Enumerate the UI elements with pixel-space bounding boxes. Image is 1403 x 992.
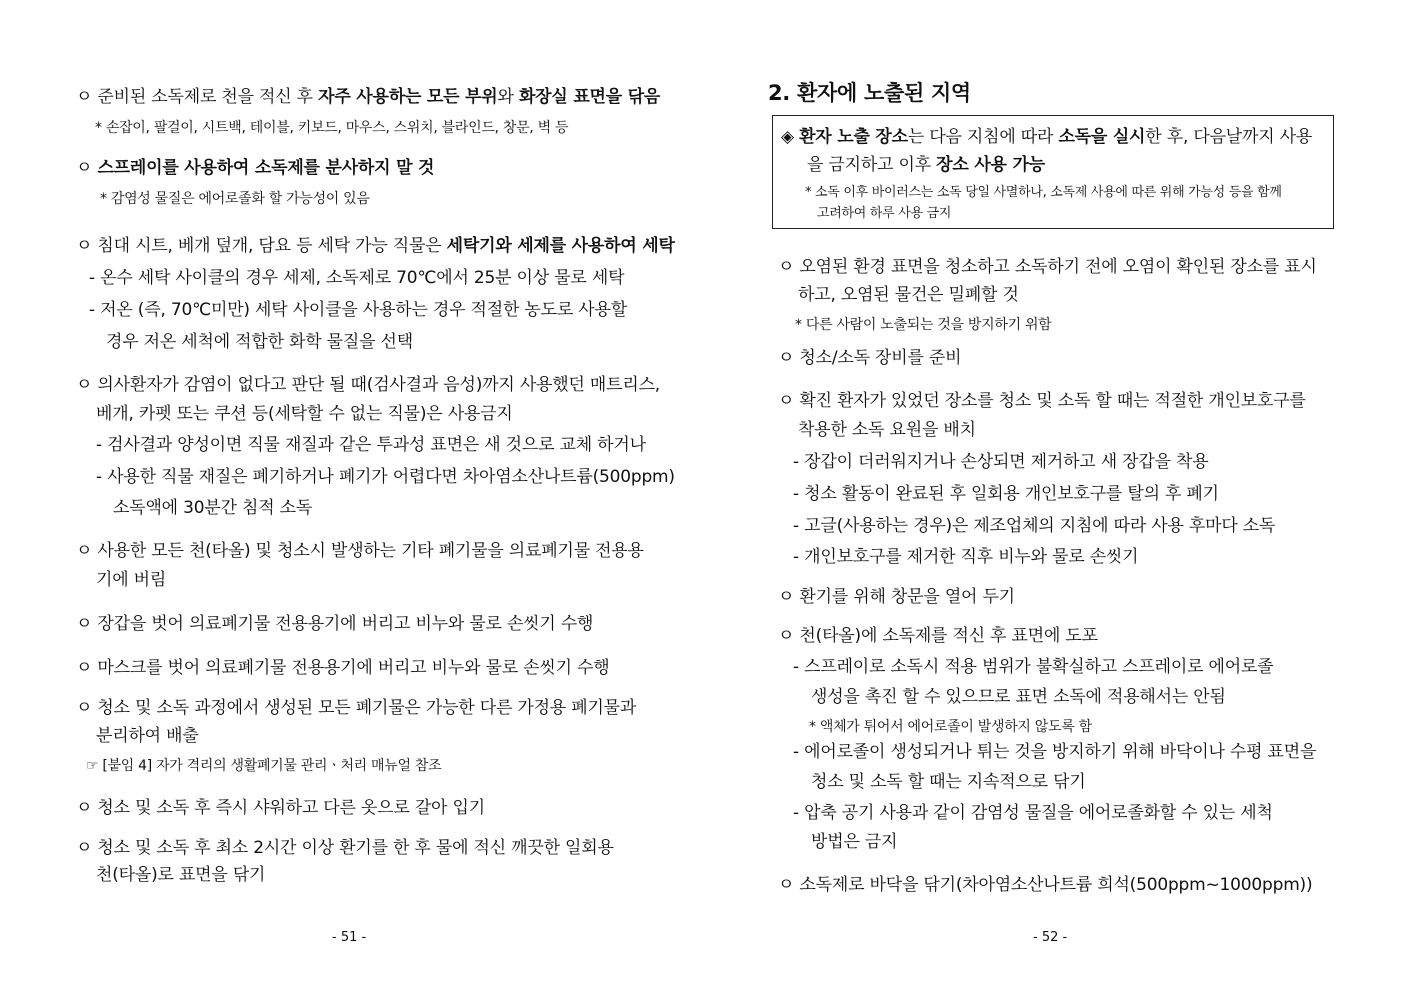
r-note-prevent-exposure: * 다른 사람이 노출되는 것을 방지하기 위함 [795, 317, 1052, 333]
r-bullet-ppe: ㅇ 확진 환자가 있었던 장소를 청소 및 소독 할 때는 적절한 개인보호구를 [778, 391, 1306, 411]
notice-box [772, 115, 1334, 229]
sub-discard-or-soak-cont: 소독액에 30분간 침적 소독 [113, 498, 313, 518]
r-note-no-splash: * 액체가 튀어서 에어로졸이 발생하지 않도록 함 [809, 719, 1092, 735]
sub-cold-wash: - 저온 (즉, 70℃미만) 세탁 사이클을 사용하는 경우 적절한 농도로 사용할 [89, 300, 627, 320]
sub-hot-wash: - 온수 세탁 사이클의 경우 세제, 소독제로 70℃에서 25분 이상 물로 세탁 [89, 268, 625, 288]
bullet-ventilate-wipe: ㅇ 청소 및 소독 후 최소 2시간 이상 환기를 한 후 물에 적신 깨끗한 일회용 [76, 838, 614, 858]
r-bullet-equipment: ㅇ 청소/소독 장비를 준비 [778, 348, 962, 368]
bullet-disinfect-surfaces: ㅇ 준비된 소독제로 천을 적신 후 자주 사용하는 모든 부위와 화장실 표면을 닦음 [76, 87, 661, 107]
r-sub-continuous-wipe-cont: 청소 및 소독 할 때는 지속적으로 닦기 [811, 772, 1086, 792]
r-sub-handwash: - 개인보호구를 제거한 직후 비누와 물로 손씻기 [793, 547, 1139, 567]
page-number-left: - 51 - [332, 930, 367, 945]
r-sub-goggles: - 고글(사용하는 경우)은 제조업체의 지침에 따라 사용 후마다 소독 [793, 516, 1276, 536]
r-sub-spray-warning-cont: 생성을 촉진 할 수 있으므로 표면 소독에 적용해서는 안됨 [811, 687, 1226, 707]
r-bullet-mark-area-cont: 하고, 오염된 물건은 밀폐할 것 [798, 285, 1019, 305]
notice-note-1: * 소독 이후 바이러스는 소독 당일 사멸하나, 소독제 사용에 따른 위해 가능성 등을 함께 [805, 185, 1282, 200]
notice-line-2: 을 금지하고 이후 장소 사용 가능 [807, 155, 1045, 175]
r-sub-gloves: - 장갑이 더러워지거나 손상되면 제거하고 새 장갑을 착용 [793, 452, 1209, 472]
bullet-waste-separate-cont: 분리하여 배출 [96, 726, 199, 746]
bullet-laundry: ㅇ 침대 시트, 베개 덮개, 담요 등 세탁 가능 직물은 세탁기와 세제를 사용하여 세탁 [76, 236, 675, 256]
bullet-gloves: ㅇ 장갑을 벗어 의료폐기물 전용용기에 버리고 비누와 물로 손씻기 수행 [76, 614, 594, 634]
r-sub-dispose-ppe: - 청소 활동이 완료된 후 일회용 개인보호구를 탈의 후 폐기 [793, 484, 1219, 504]
r-sub-spray-warning: - 스프레이로 소독시 적용 범위가 불확실하고 스프레이로 에어로졸 [793, 657, 1274, 677]
notice-line-1: ◈ 환자 노출 장소는 다음 지침에 따라 소독을 실시한 후, 다음날까지 사용 [781, 127, 1313, 147]
bullet-mask: ㅇ 마스크를 벗어 의료폐기물 전용용기에 버리고 비누와 물로 손씻기 수행 [76, 658, 610, 678]
bullet-waste-separate: ㅇ 청소 및 소독 과정에서 생성된 모든 폐기물은 가능한 다른 가정용 폐기물과 [76, 698, 637, 718]
sub-discard-or-soak: - 사용한 직물 재질은 폐기하거나 폐기가 어렵다면 차아염소산나트륨(500ppm) [96, 467, 675, 487]
section-title: 2. 환자에 노출된 지역 [768, 81, 971, 105]
r-bullet-floor: ㅇ 소독제로 바닥을 닦기(차아염소산나트륨 희석(500ppm~1000ppm)) [778, 875, 1313, 895]
page-number-right: - 52 - [1033, 930, 1068, 945]
bullet-towel-waste: ㅇ 사용한 모든 천(타올) 및 청소시 발생하는 기타 폐기물을 의료폐기물 전용용 [76, 541, 644, 561]
r-bullet-apply-towel: ㅇ 천(타올)에 소독제를 적신 후 표면에 도포 [778, 626, 1098, 646]
bullet-no-spray: ㅇ 스프레이를 사용하여 소독제를 분사하지 말 것 [76, 158, 435, 178]
bullet-ventilate-wipe-cont: 천(타올)로 표면을 닦기 [96, 865, 266, 885]
bullet-shower: ㅇ 청소 및 소독 후 즉시 샤워하고 다른 옷으로 갈아 입기 [76, 798, 485, 818]
r-bullet-ppe-cont: 착용한 소독 요원을 배치 [798, 420, 976, 440]
r-sub-compressed-air: - 압축 공기 사용과 같이 감염성 물질을 에어로졸화할 수 있는 세척 [793, 803, 1273, 823]
note-aerosol-risk: * 감염성 물질은 에어로졸화 할 가능성이 있음 [100, 191, 370, 207]
notice-note-2: 고려하여 하루 사용 금지 [817, 206, 952, 221]
bullet-towel-waste-cont: 기에 버림 [96, 570, 167, 590]
bullet-mattress: ㅇ 의사환자가 감염이 없다고 판단 될 때(검사결과 음성)까지 사용했던 매트리스, [76, 375, 661, 395]
left-page [0, 0, 700, 992]
r-sub-continuous-wipe: - 에어로졸이 생성되거나 튀는 것을 방지하기 위해 바닥이나 수평 표면을 [793, 742, 1317, 762]
sub-positive-replace: - 검사결과 양성이면 직물 재질과 같은 투과성 표면은 새 것으로 교체 하거나 [96, 435, 646, 455]
r-sub-compressed-air-cont: 방법은 금지 [811, 832, 898, 852]
sub-cold-wash-cont: 경우 저온 세척에 적합한 화학 물질을 선택 [106, 332, 413, 352]
r-bullet-mark-area: ㅇ 오염된 환경 표면을 청소하고 소독하기 전에 오염이 확인된 장소를 표시 [778, 257, 1317, 277]
reference-attachment-4: ☞ [붙임 4] 자가 격리의 생활폐기물 관리ㆍ처리 매뉴얼 참조 [86, 758, 442, 774]
note-frequent-touch-surfaces: * 손잡이, 팔걸이, 시트백, 테이블, 키보드, 마우스, 스위치, 블라인드, 창문, 벽 등 [95, 120, 569, 136]
bullet-mattress-cont: 베개, 카펫 또는 쿠션 등(세탁할 수 없는 직물)은 사용금지 [96, 404, 513, 424]
r-bullet-ventilate: ㅇ 환기를 위해 창문을 열어 두기 [778, 587, 1015, 607]
